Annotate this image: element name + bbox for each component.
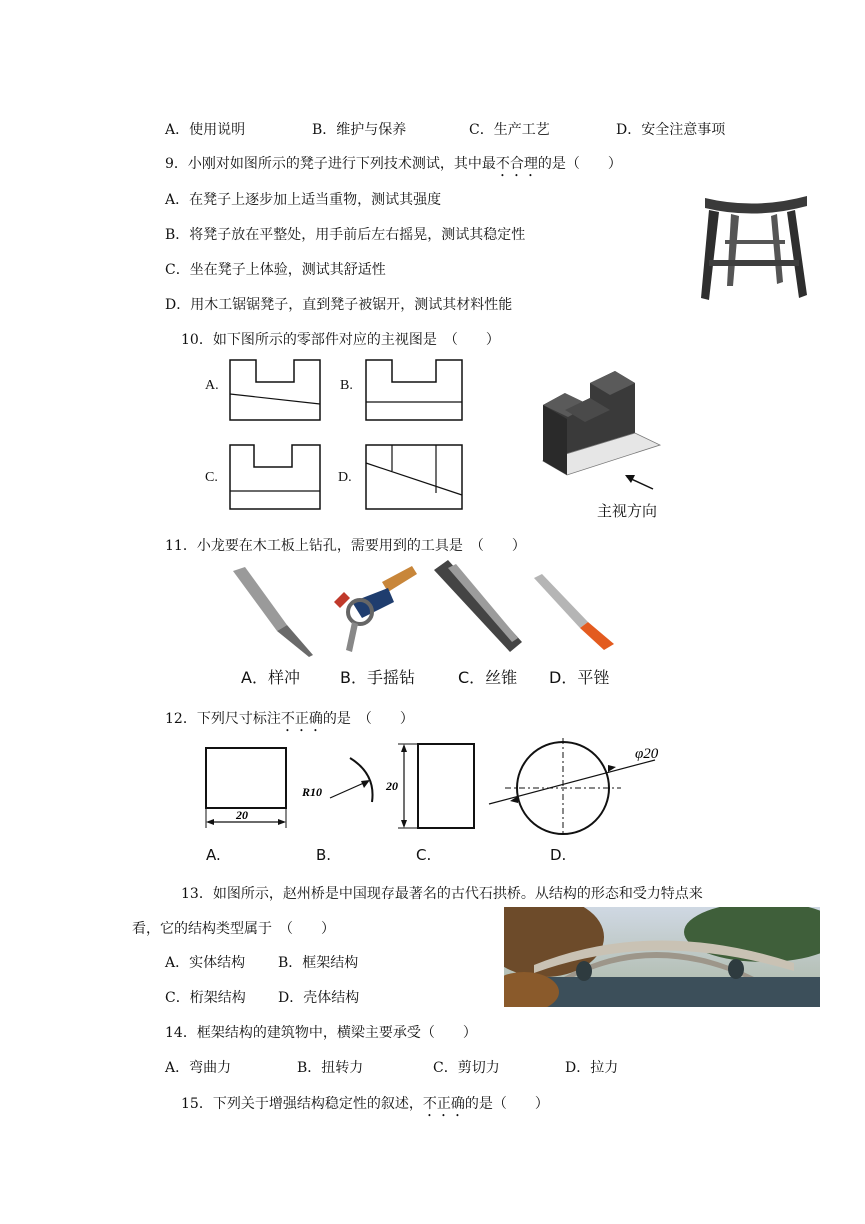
q8-option-d: D．安全注意事项 [616,122,726,138]
q10-view-d [364,443,464,511]
tool-label-a: A．样冲 [241,668,300,687]
q9-option-c: C．坐在凳子上体验，测试其舒适性 [165,262,386,278]
q10-part-3d [535,365,675,500]
q9-stem [165,153,622,180]
q13-option-d: D．壳体结构 [278,990,360,1006]
q12-figure-c [380,740,480,832]
q12-figure-b [300,752,380,808]
q13-option-c: C．桁架结构 [165,990,246,1006]
q15-stem [181,1093,549,1120]
q14-option-a: A．弯曲力 [165,1060,232,1076]
q12-label-c: C. [416,846,432,864]
q9-stem-pre: 9．小刚对如图所示的凳子进行下列技术测试，其中最 [165,156,496,172]
q10-label-d: D. [338,470,352,485]
q12-stem-emphasis: 不正确 [280,711,323,727]
q14-option-b: B．扭转力 [297,1060,364,1076]
q10-label-b: B. [340,378,353,393]
tool-label-c: C．丝锥 [458,668,518,687]
q14-option-d: D．拉力 [565,1060,619,1076]
q12-b-dimension: R10 [302,785,323,799]
q13-stem-line1: 13．如图所示，赵州桥是中国现存最著名的古代石拱桥。从结构的形态和受力特点来 [181,886,703,902]
q12-stem [165,708,414,735]
q12-label-a: A. [206,846,221,864]
q10-view-a [228,358,322,422]
q14-option-c: C．剪切力 [433,1060,500,1076]
q12-figure-a [196,742,296,832]
q8-option-a: A．使用说明 [165,122,246,138]
q10-label-a: A. [205,378,219,393]
q14-stem: 14．框架结构的建筑物中，横梁主要承受（ ） [165,1025,477,1041]
q8-option-c: C．生产工艺 [469,122,550,138]
flat-file-image [530,572,620,652]
q9-option-a: A．在凳子上逐步加上适当重物，测试其强度 [165,192,442,208]
q12-figure-d [485,738,700,836]
tool-label-d: D．平锉 [549,668,610,687]
q12-stem-pre: 12．下列尺寸标注 [165,711,281,727]
q15-stem-emphasis: 不正确 [422,1096,465,1112]
stool-figure [695,190,815,305]
tool-label-b: B．手摇钻 [340,668,415,687]
q13-option-b: B．框架结构 [278,955,359,971]
q12-label-d: D. [550,846,567,864]
q9-option-b: B．将凳子放在平整处，用手前后左右摇晃，测试其稳定性 [165,227,526,243]
q12-stem-post: 的是 （ ） [322,711,414,727]
q11-stem: 11．小龙要在木工板上钻孔，需要用到的工具是 （ ） [165,538,526,554]
q8-option-b: B．维护与保养 [312,122,407,138]
q15-stem-pre: 15．下列关于增强结构稳定性的叙述， [181,1096,423,1112]
view-direction-caption: 主视方向 [597,502,658,520]
zhaozhou-bridge-photo [504,907,820,1007]
q10-view-b [364,358,464,422]
q13-option-a: A．实体结构 [165,955,246,971]
q12-c-dimension: 20 [386,779,398,793]
q9-option-d: D．用木工锯锯凳子，直到凳子被锯开，测试其材料性能 [165,297,513,313]
center-punch-image [225,565,320,660]
q12-a-dimension: 20 [236,808,248,822]
q10-stem: 10．如下图所示的零部件对应的主视图是 （ ） [181,332,500,348]
tap-image [430,558,525,653]
hand-drill-image [322,562,422,660]
q10-view-c [228,443,322,511]
q13-stem-line2: 看，它的结构类型属于 （ ） [132,921,335,937]
q15-stem-post: 的是（ ） [464,1096,549,1112]
q12-label-b: B. [316,846,332,864]
q10-label-c: C. [205,470,218,485]
q12-d-dimension: φ20 [635,746,659,762]
q9-stem-post: 的是（ ） [537,156,622,172]
q9-stem-emphasis: 不合理 [495,156,538,172]
